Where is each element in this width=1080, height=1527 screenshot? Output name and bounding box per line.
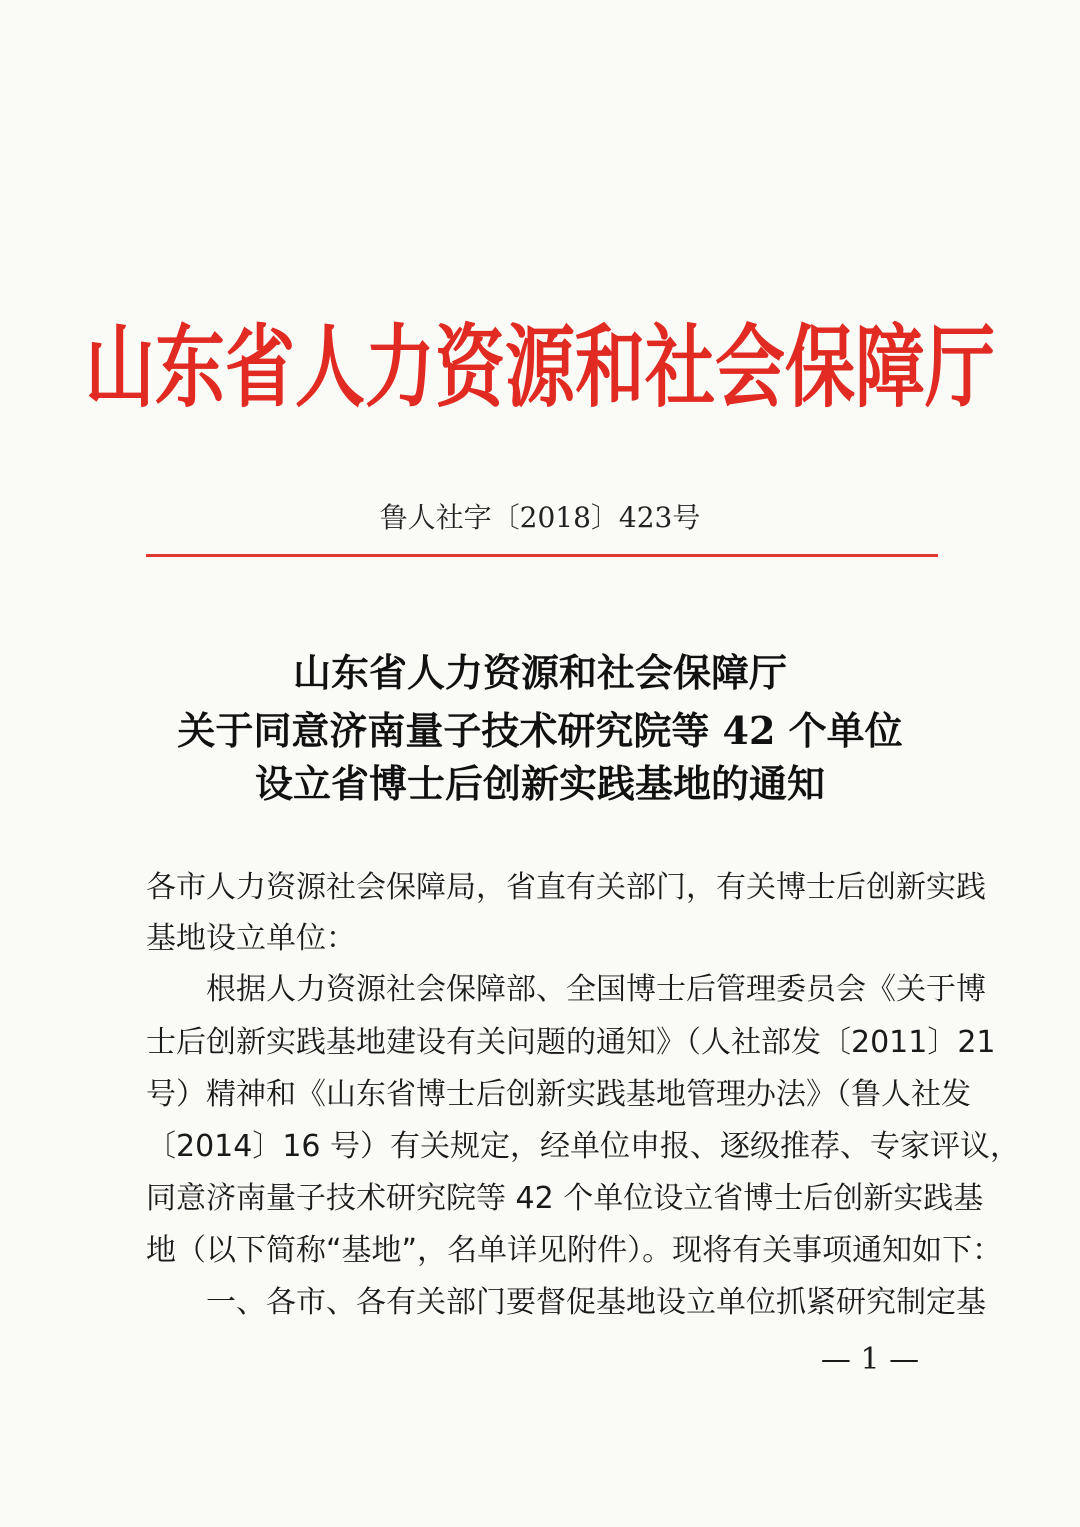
body-line: 士后创新实践基地建设有关问题的通知》（人社部发〔2011〕21 <box>146 1025 996 1060</box>
body-line: 号）精神和《山东省博士后创新实践基地管理办法》（鲁人社发 <box>146 1077 971 1112</box>
red-divider-rule <box>146 554 938 557</box>
body-line: 同意济南量子技术研究院等 42 个单位设立省博士后创新实践基 <box>146 1181 984 1216</box>
title-line-2: 关于同意济南量子技术研究院等 42 个单位 <box>177 708 903 753</box>
body-line: 地（以下简称“基地”，名单详见附件）。现将有关事项通知如下： <box>146 1233 1003 1268</box>
title-line-3: 设立省博士后创新实践基地的通知 <box>254 761 825 806</box>
body-line-addressees: 各市人力资源社会保障局，省直有关部门，有关博士后创新实践 <box>146 870 986 905</box>
document-number: 鲁人社字〔2018〕423号 <box>379 501 701 534</box>
page-number: — 1 — <box>820 1342 920 1377</box>
body-line-paragraph-1: 根据人力资源社会保障部、全国博士后管理委员会《关于博 <box>206 972 986 1007</box>
body-line-addressees-cont: 基地设立单位： <box>146 921 356 956</box>
body-line: 〔2014〕16 号）有关规定，经单位申报、逐级推荐、专家评议， <box>146 1129 1021 1164</box>
issuer-masthead: 山东省人力资源和社会保障厅 <box>85 314 995 421</box>
title-line-1: 山东省人力资源和社会保障厅 <box>292 650 787 695</box>
body-line-paragraph-2: 一、各市、各有关部门要督促基地设立单位抓紧研究制定基 <box>206 1285 986 1320</box>
